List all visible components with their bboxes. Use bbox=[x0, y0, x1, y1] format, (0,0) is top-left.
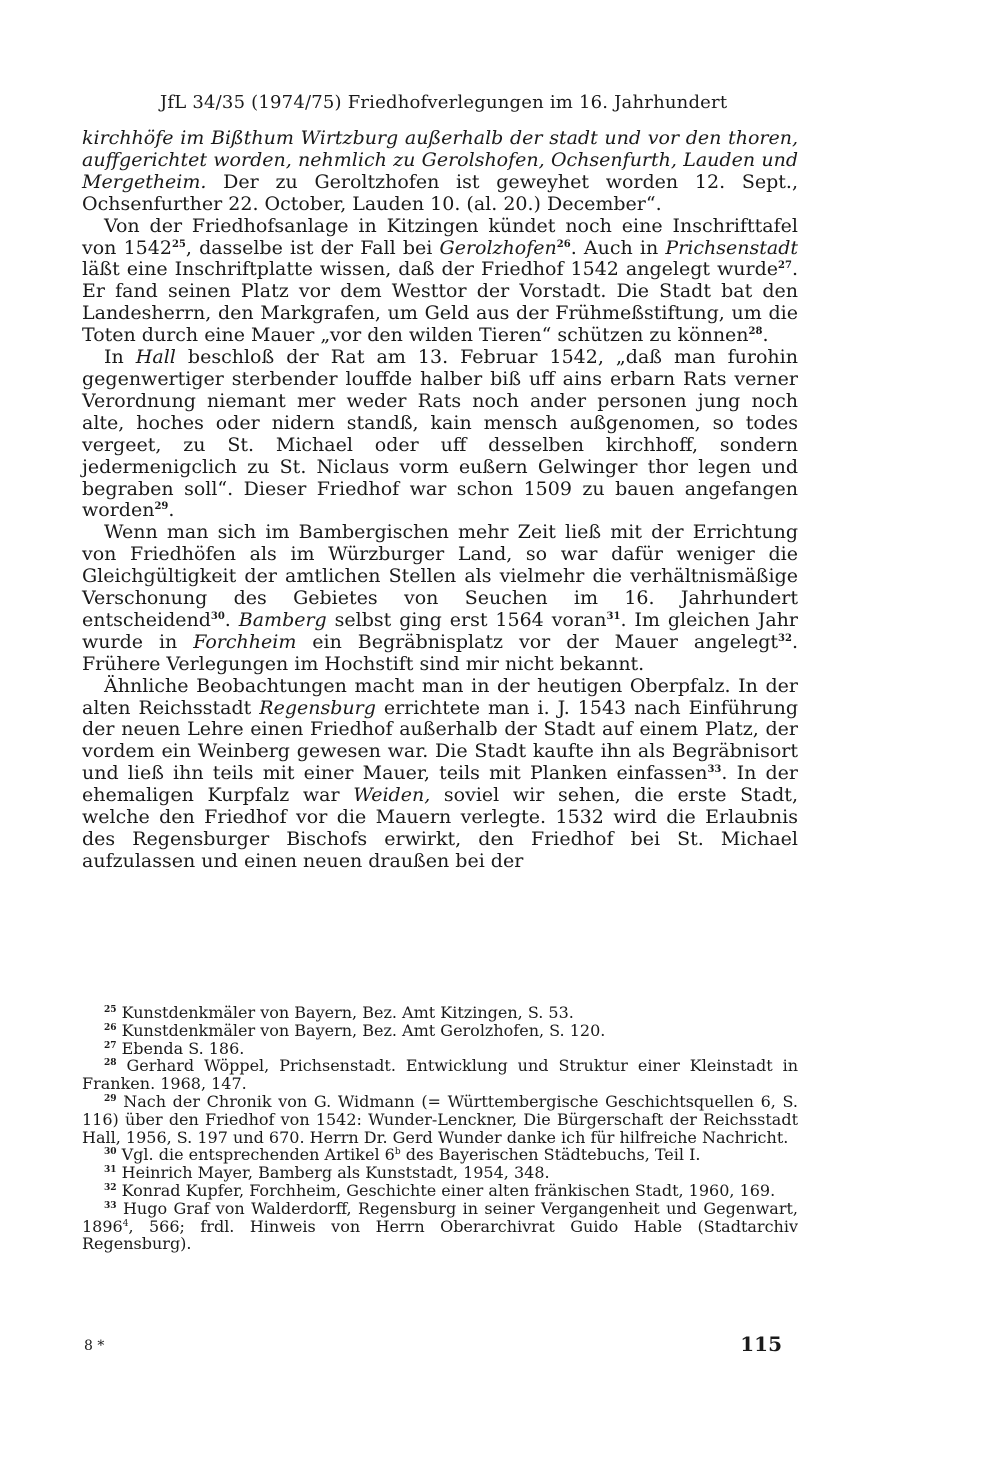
text-run: selbst ging erst 1564 voran bbox=[326, 608, 607, 631]
footnote-number: 26 bbox=[104, 1022, 117, 1033]
footnote bbox=[82, 1182, 798, 1200]
text-run: . Im gleichen Jahr wurde in bbox=[82, 608, 798, 653]
emphasis-text: Bamberg bbox=[238, 608, 327, 631]
text-run: soviel wir sehen, die erste Stadt, welche den Friedhof vor die Mauern verlegte. 1532 wird die Erlaubnis des Regensburger Bischofs erwirkt, den Friedhof bei St. Michael aufzulassen und einen neuen draußen bei der bbox=[82, 784, 798, 872]
emphasis-text: Prichsenstadt bbox=[665, 236, 798, 259]
footnote-ref: 31 bbox=[606, 610, 621, 622]
text-run: Vgl. die entsprechenden Artikel 6 bbox=[121, 1145, 395, 1165]
text-run: Gerhard Wöppel, Prichsenstadt. Entwicklung und Struktur einer Kleinstadt in Franken. 1968, 147. bbox=[82, 1056, 798, 1094]
text-run: errichtete man i. J. 1543 nach Einführung der neuen Lehre einen Friedhof außerhalb der Stadt auf einem Platz, der vordem ein Weinberg gewesen war. Die Stadt kaufte ihn als Begräbnisort und ließ ihn teils mit einer Mauer, teils mit Planken einfassen bbox=[82, 696, 798, 785]
text-run: . bbox=[762, 324, 769, 347]
footnote-number: 28 bbox=[104, 1058, 117, 1069]
paragraph bbox=[82, 522, 798, 675]
footnote bbox=[82, 1146, 798, 1164]
footnote-number: 25 bbox=[104, 1005, 117, 1015]
paragraph bbox=[82, 216, 798, 347]
text-run: ein Begräbnisplatz vor der Mauer angelegt bbox=[296, 630, 779, 653]
emphasis-text: Hall bbox=[135, 346, 176, 369]
text-run: . Frühere Verlegungen im Hochstift sind mir nicht bekannt. bbox=[82, 630, 798, 675]
emphasis-text: Regensburg bbox=[259, 696, 376, 719]
text-run: Der zu Geroltzhofen ist geweyhet worden 12. Sept., Ochsenfurther 22. October, Lauden 10. (al. 20.) December“. bbox=[82, 170, 798, 215]
paragraph bbox=[82, 128, 798, 216]
footnote-number: 27 bbox=[104, 1040, 117, 1051]
text-run: läßt eine Inschriftplatte wissen, daß der Friedhof 1542 angelegt wurde bbox=[82, 258, 779, 281]
footnote-number: 29 bbox=[104, 1093, 117, 1104]
footnote-ref: 33 bbox=[707, 764, 722, 776]
emphasis-text: Forchheim bbox=[193, 630, 297, 653]
text-run: Von der Friedhofsanlage in Kitzingen kündet noch eine Inschrifttafel von 1542 bbox=[82, 214, 798, 259]
text-run: , dasselbe ist der Fall bei bbox=[185, 236, 440, 259]
text-run: , 566; frdl. Hinweis von Herrn Oberarchivrat Guido Hable (Stadtarchiv Regensburg). bbox=[82, 1216, 798, 1254]
footnote-number: 32 bbox=[104, 1182, 117, 1193]
text-run: . In der ehemaligen Kurpfalz war bbox=[82, 762, 798, 807]
footnote bbox=[82, 1200, 798, 1253]
text-run: . bbox=[224, 608, 239, 631]
main-text bbox=[82, 128, 798, 873]
footnote-ref: 4 bbox=[122, 1218, 129, 1229]
paragraph bbox=[82, 347, 798, 522]
footnote bbox=[82, 1057, 798, 1093]
text-run: Hugo Graf von Walderdorff, Regensburg in seiner Vergangenheit und Gegenwart, 1896 bbox=[82, 1198, 798, 1236]
signature-mark: 8 * bbox=[84, 1338, 105, 1354]
page-number: 115 bbox=[740, 1332, 782, 1356]
footnote-ref: 32 bbox=[778, 632, 792, 644]
footnote bbox=[82, 1164, 798, 1182]
text-run: Wenn man sich im Bambergischen mehr Zeit ließ mit der Errichtung von Friedhöfen als im Würzburger Land, so war dafür weniger die Gleichgültigkeit der amtlichen Stellen als vielmehr die verhältnismäßige Verschonung des Gebietes von Seuchen im 16. Jahrhundert entscheidend bbox=[82, 521, 798, 631]
footnote-ref: 25 bbox=[171, 238, 186, 250]
footnote-ref: 30 bbox=[210, 610, 225, 622]
emphasis-text: Gerolzhofen bbox=[439, 236, 557, 259]
footnotes bbox=[82, 1004, 798, 1253]
text-run: . Auch in bbox=[570, 236, 666, 259]
footnote-ref: b bbox=[394, 1147, 401, 1158]
text-run: beschloß der Rat am 13. Februar 1542, „daß man furohin gegenwertiger sterbender louffde halber biß uff ains erbarn Rats verner Verordnung niemant mer weder Rats noch ander personen jung noch alte, hoches oder nidern standß, kain mensch außgenomen, so todes vergeet, zu St. Michael oder uff desselben kirchhoff, sondern jedermenigclich zu St. Niclaus vorm eußern Gelwinger thor legen und begraben soll“. Dieser Friedhof war schon 1509 zu bauen angefangen worden bbox=[82, 346, 798, 522]
paragraph bbox=[82, 676, 798, 873]
text-run: Nach der Chronik von G. Widmann (= Württembergische Geschichtsquellen 6, S. 116) über den Friedhof von 1542: Wunder-Lenckner, Die Bürgerschaft der Reichsstadt Hall, 1956, S. 197 und 670. Herrn Dr. Gerd Wunder danke ich für hilfreiche Nachricht. bbox=[82, 1091, 798, 1147]
footnote-ref: 28 bbox=[748, 326, 763, 338]
emphasis-text: kirchhöfe im Bißthum Wirtzburg außerhalb der stadt und vor den thoren, auffgerichtet worden, nehmlich zu Gerolshofen, Ochsenfurth, Lauden und Mergetheim. bbox=[82, 127, 798, 193]
footnote bbox=[82, 1093, 798, 1146]
footnote bbox=[82, 1022, 798, 1040]
footnote bbox=[82, 1040, 798, 1058]
text-run: In bbox=[104, 346, 136, 369]
text-run: Konrad Kupfer, Forchheim, Geschichte einer alten fränkischen Stadt, 1960, 169. bbox=[121, 1180, 776, 1200]
footnote-number: 33 bbox=[104, 1200, 117, 1211]
emphasis-text: Weiden, bbox=[353, 784, 431, 807]
text-run: Heinrich Mayer, Bamberg als Kunststadt, 1954, 348. bbox=[121, 1163, 550, 1183]
text-run: Ebenda S. 186. bbox=[121, 1038, 245, 1058]
text-run: Ähnliche Beobachtungen macht man in der heutigen Oberpfalz. In der alten Reichsstadt bbox=[82, 674, 798, 719]
footnote bbox=[82, 1004, 798, 1022]
footnote-ref: 27 bbox=[778, 260, 792, 272]
running-header: JfL 34/35 (1974/75) Friedhofverlegungen im 16. Jahrhundert bbox=[160, 92, 728, 113]
text-run: des Bayerischen Städtebuchs, Teil I. bbox=[400, 1145, 701, 1165]
text-run: . bbox=[168, 499, 175, 522]
text-run: . Er fand seinen Platz vor dem Westtor der Vorstadt. Die Stadt bat den Landesherrn, den Markgrafen, um Geld aus der Frühmeßstiftung, um die Toten durch eine Mauer „vor den wilden Tieren“ schützen zu können bbox=[82, 258, 798, 347]
text-run: Kunstdenkmäler von Bayern, Bez. Amt Kitzingen, S. 53. bbox=[121, 1003, 574, 1022]
footnote-number: 30 bbox=[104, 1147, 117, 1158]
footnote-ref: 29 bbox=[154, 501, 169, 513]
text-run: Kunstdenkmäler von Bayern, Bez. Amt Gerolzhofen, S. 120. bbox=[121, 1020, 606, 1040]
footnote-ref: 26 bbox=[556, 238, 571, 250]
footnote-number: 31 bbox=[104, 1165, 117, 1176]
